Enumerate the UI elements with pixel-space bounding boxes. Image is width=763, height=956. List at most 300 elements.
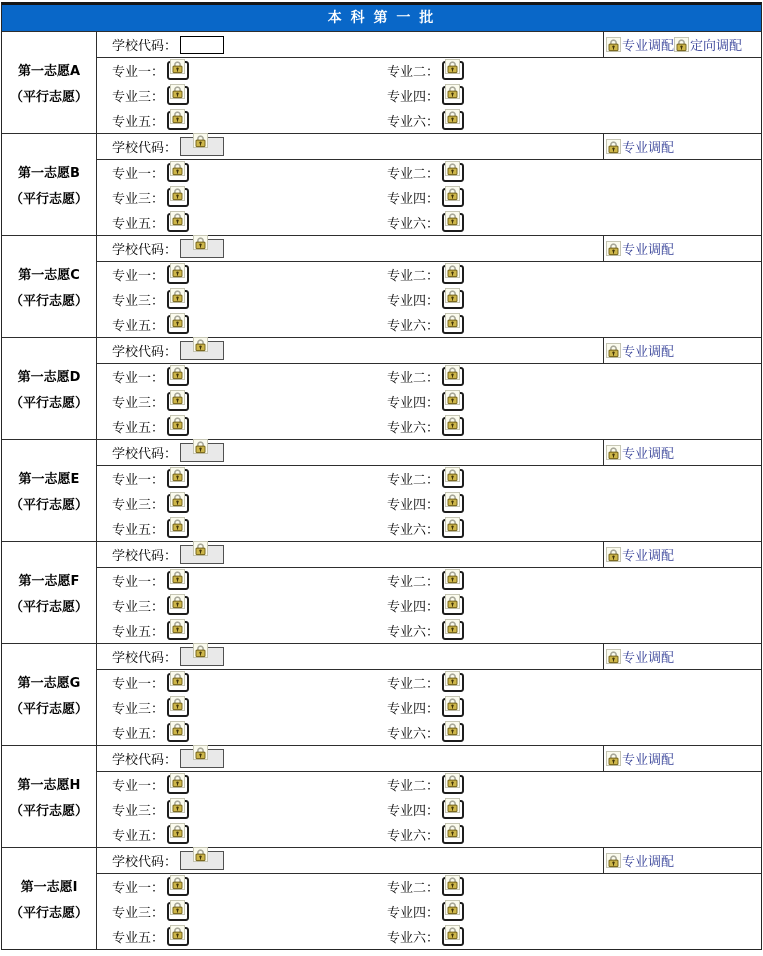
major-input-locked[interactable] xyxy=(442,315,464,334)
major-input-locked[interactable] xyxy=(167,775,189,794)
major-input-locked[interactable] xyxy=(167,673,189,692)
majors-grid xyxy=(97,874,761,949)
lock-icon xyxy=(170,288,185,303)
major-input-locked[interactable] xyxy=(167,571,189,590)
major-label: 专业三： xyxy=(112,906,165,921)
school-code-row xyxy=(97,338,761,364)
choice-block-label xyxy=(2,542,97,643)
major-input-locked[interactable] xyxy=(167,417,189,436)
school-code-field-locked[interactable] xyxy=(180,545,224,564)
major-field xyxy=(112,569,387,593)
school-code-field-locked[interactable] xyxy=(180,443,224,462)
major-label: 专业三： xyxy=(112,396,165,411)
choice-subtitle: （平行志愿） xyxy=(9,906,88,921)
major-label: 专业五： xyxy=(112,726,165,742)
school-code-label: 学校代码： xyxy=(112,447,178,462)
major-label: 专业二： xyxy=(387,167,440,183)
lock-icon xyxy=(445,467,460,482)
choice-subtitle: （平行志愿） xyxy=(9,600,88,615)
major-adjust-option[interactable] xyxy=(606,647,674,666)
lock-icon xyxy=(445,900,460,915)
choice-block-label xyxy=(2,134,97,235)
choice-subtitle: （平行志愿） xyxy=(9,396,88,411)
major-input-locked[interactable] xyxy=(167,188,189,207)
major-label: 专业六： xyxy=(387,420,440,436)
choice-title: 第一志愿B xyxy=(18,166,80,181)
lock-icon xyxy=(606,547,621,562)
major-input-locked[interactable] xyxy=(167,392,189,411)
choice-block-body xyxy=(97,440,761,541)
school-code-field-locked[interactable] xyxy=(180,851,224,870)
major-label: 专业六： xyxy=(387,930,440,946)
major-field xyxy=(387,618,761,642)
major-label: 专业一： xyxy=(112,65,165,81)
lock-icon xyxy=(445,59,460,74)
choice-title: 第一志愿H xyxy=(17,778,81,793)
major-field xyxy=(112,594,387,618)
lock-icon xyxy=(193,847,208,862)
major-input-locked[interactable] xyxy=(167,494,189,513)
major-field xyxy=(112,822,387,846)
choice-subtitle: （平行志愿） xyxy=(9,192,88,207)
major-field xyxy=(112,516,387,540)
major-field xyxy=(387,773,761,797)
lock-icon xyxy=(445,288,460,303)
major-label: 专业三： xyxy=(112,498,165,513)
major-adjust-option[interactable] xyxy=(606,239,674,258)
majors-grid xyxy=(97,772,761,847)
major-input-locked[interactable] xyxy=(167,621,189,640)
major-field xyxy=(387,516,761,540)
major-input-locked[interactable] xyxy=(167,367,189,386)
major-adjust-label: 专业调配 xyxy=(622,345,675,360)
school-code-row xyxy=(97,644,761,670)
major-input-locked[interactable] xyxy=(442,621,464,640)
major-input-locked[interactable] xyxy=(167,213,189,232)
choice-block-H xyxy=(2,745,761,847)
lock-icon xyxy=(445,798,460,813)
lock-icon xyxy=(170,84,185,99)
major-input-locked[interactable] xyxy=(442,417,464,436)
lock-icon xyxy=(445,415,460,430)
lock-icon xyxy=(170,925,185,940)
major-field xyxy=(387,798,761,822)
major-input-locked[interactable] xyxy=(167,86,189,105)
major-adjust-option[interactable] xyxy=(606,443,674,462)
lock-icon xyxy=(170,875,185,890)
lock-icon xyxy=(170,467,185,482)
major-label: 专业三： xyxy=(112,90,165,105)
major-input-locked[interactable] xyxy=(442,902,464,921)
major-field xyxy=(112,467,387,491)
lock-icon xyxy=(445,109,460,124)
school-code-row xyxy=(97,32,761,58)
major-field xyxy=(112,773,387,797)
major-label: 专业五： xyxy=(112,624,165,640)
choice-title: 第一志愿I xyxy=(20,880,78,895)
major-input-locked[interactable] xyxy=(442,698,464,717)
school-code-field-locked[interactable] xyxy=(180,749,224,768)
major-label: 专业五： xyxy=(112,318,165,334)
major-field xyxy=(387,594,761,618)
major-adjust-label: 专业调配 xyxy=(622,549,675,564)
majors-grid xyxy=(97,58,761,133)
major-label: 专业四： xyxy=(387,498,440,513)
school-code-row xyxy=(97,542,761,568)
lock-icon xyxy=(606,445,621,460)
choice-subtitle: （平行志愿） xyxy=(9,90,88,105)
lock-icon xyxy=(170,671,185,686)
choice-block-label xyxy=(2,440,97,541)
choice-block-body xyxy=(97,32,761,133)
major-label: 专业四： xyxy=(387,294,440,309)
lock-icon xyxy=(193,541,208,556)
major-field xyxy=(387,390,761,414)
lock-icon xyxy=(193,439,208,454)
adjust-cell xyxy=(603,32,761,57)
major-field xyxy=(112,924,387,948)
choice-title: 第一志愿G xyxy=(17,676,81,691)
choice-title: 第一志愿D xyxy=(17,370,81,385)
lock-icon xyxy=(193,643,208,658)
lock-icon xyxy=(445,569,460,584)
major-input-locked[interactable] xyxy=(167,723,189,742)
major-input-locked[interactable] xyxy=(442,673,464,692)
major-input-locked[interactable] xyxy=(442,163,464,182)
majors-grid xyxy=(97,670,761,745)
lock-icon xyxy=(606,751,621,766)
major-label: 专业五： xyxy=(112,828,165,844)
major-input-locked[interactable] xyxy=(167,265,189,284)
lock-icon xyxy=(445,823,460,838)
major-input-locked[interactable] xyxy=(167,800,189,819)
major-label: 专业五： xyxy=(112,522,165,538)
major-input-locked[interactable] xyxy=(442,392,464,411)
choice-title: 第一志愿E xyxy=(18,472,80,487)
major-label: 专业一： xyxy=(112,779,165,795)
major-input-locked[interactable] xyxy=(167,61,189,80)
major-field xyxy=(112,186,387,210)
major-adjust-label: 专业调配 xyxy=(622,855,675,870)
major-field xyxy=(387,108,761,132)
school-code-cell xyxy=(97,644,603,669)
major-input-locked[interactable] xyxy=(167,902,189,921)
choice-block-body xyxy=(97,236,761,337)
lock-icon xyxy=(445,492,460,507)
lock-icon xyxy=(193,133,208,148)
lock-icon xyxy=(445,594,460,609)
major-adjust-option[interactable] xyxy=(606,341,674,360)
major-label: 专业四： xyxy=(387,906,440,921)
major-label: 专业三： xyxy=(112,192,165,207)
choice-block-body xyxy=(97,542,761,643)
lock-icon xyxy=(170,823,185,838)
major-label: 专业一： xyxy=(112,269,165,285)
major-input-locked[interactable] xyxy=(442,111,464,130)
major-field xyxy=(387,467,761,491)
lock-icon xyxy=(606,853,621,868)
lock-icon xyxy=(445,773,460,788)
adjust-cell xyxy=(603,848,761,873)
lock-icon xyxy=(170,594,185,609)
major-label: 专业二： xyxy=(387,881,440,897)
major-input-locked[interactable] xyxy=(442,494,464,513)
major-field xyxy=(387,569,761,593)
lock-icon xyxy=(445,875,460,890)
major-input-locked[interactable] xyxy=(442,800,464,819)
lock-icon xyxy=(170,390,185,405)
major-input-locked[interactable] xyxy=(442,213,464,232)
major-input-locked[interactable] xyxy=(442,775,464,794)
major-adjust-option[interactable] xyxy=(606,851,674,870)
lock-icon xyxy=(193,337,208,352)
major-label: 专业三： xyxy=(112,600,165,615)
school-code-row xyxy=(97,746,761,772)
choice-block-label xyxy=(2,32,97,133)
major-field xyxy=(387,263,761,287)
major-input-locked[interactable] xyxy=(442,86,464,105)
school-code-cell xyxy=(97,848,603,873)
major-adjust-label: 专业调配 xyxy=(622,141,675,156)
adjust-cell xyxy=(603,542,761,567)
major-input-locked[interactable] xyxy=(167,111,189,130)
lock-icon xyxy=(445,186,460,201)
adjust-cell xyxy=(603,644,761,669)
major-label: 专业一： xyxy=(112,167,165,183)
major-input-locked[interactable] xyxy=(167,596,189,615)
school-code-field-locked[interactable] xyxy=(180,137,224,156)
lock-icon xyxy=(445,671,460,686)
lock-icon xyxy=(170,211,185,226)
school-code-cell xyxy=(97,542,603,567)
adjust-cell xyxy=(603,440,761,465)
major-label: 专业二： xyxy=(387,65,440,81)
lock-icon xyxy=(170,696,185,711)
major-field xyxy=(112,84,387,108)
lock-icon xyxy=(170,161,185,176)
major-label: 专业六： xyxy=(387,216,440,232)
major-input-locked[interactable] xyxy=(442,571,464,590)
major-field xyxy=(387,696,761,720)
major-adjust-option[interactable] xyxy=(606,749,674,768)
adjust-cell xyxy=(603,236,761,261)
major-adjust-option[interactable] xyxy=(606,545,674,564)
major-input-locked[interactable] xyxy=(442,188,464,207)
majors-grid xyxy=(97,262,761,337)
major-adjust-label: 专业调配 xyxy=(622,39,675,54)
lock-icon xyxy=(674,37,689,52)
choice-title: 第一志愿F xyxy=(18,574,80,589)
choice-block-D xyxy=(2,337,761,439)
major-label: 专业五： xyxy=(112,114,165,130)
lock-icon xyxy=(445,263,460,278)
choice-block-A xyxy=(2,31,761,133)
major-input-locked[interactable] xyxy=(442,519,464,538)
major-field xyxy=(112,696,387,720)
lock-icon xyxy=(170,186,185,201)
lock-icon xyxy=(445,161,460,176)
lock-icon xyxy=(445,696,460,711)
major-input-locked[interactable] xyxy=(442,723,464,742)
school-code-label: 学校代码： xyxy=(112,243,178,258)
choice-block-body xyxy=(97,644,761,745)
major-input-locked[interactable] xyxy=(442,469,464,488)
lock-icon xyxy=(445,313,460,328)
major-label: 专业六： xyxy=(387,624,440,640)
lock-icon xyxy=(170,900,185,915)
major-label: 专业四： xyxy=(387,90,440,105)
major-adjust-option[interactable] xyxy=(606,35,674,54)
major-field xyxy=(112,365,387,389)
major-input-locked[interactable] xyxy=(167,698,189,717)
major-label: 专业六： xyxy=(387,114,440,130)
school-code-cell xyxy=(97,440,603,465)
major-input-locked[interactable] xyxy=(167,927,189,946)
major-field xyxy=(112,288,387,312)
major-input-locked[interactable] xyxy=(167,825,189,844)
school-code-label: 学校代码： xyxy=(112,549,178,564)
major-field xyxy=(387,671,761,695)
major-label: 专业六： xyxy=(387,318,440,334)
major-field xyxy=(387,186,761,210)
major-field xyxy=(112,390,387,414)
school-code-label: 学校代码： xyxy=(112,855,178,870)
school-code-cell xyxy=(97,338,603,363)
major-adjust-label: 专业调配 xyxy=(622,243,675,258)
majors-grid xyxy=(97,364,761,439)
directed-adjust-option[interactable] xyxy=(674,35,742,54)
lock-icon xyxy=(170,517,185,532)
major-input-locked[interactable] xyxy=(442,290,464,309)
choice-block-F xyxy=(2,541,761,643)
major-label: 专业二： xyxy=(387,269,440,285)
majors-grid xyxy=(97,568,761,643)
major-label: 专业四： xyxy=(387,192,440,207)
major-label: 专业五： xyxy=(112,930,165,946)
major-field xyxy=(387,492,761,516)
choice-subtitle: （平行志愿） xyxy=(9,294,88,309)
major-field xyxy=(112,492,387,516)
major-input-locked[interactable] xyxy=(442,367,464,386)
major-label: 专业二： xyxy=(387,473,440,489)
major-field xyxy=(387,84,761,108)
major-input-locked[interactable] xyxy=(167,315,189,334)
major-input-locked[interactable] xyxy=(167,290,189,309)
school-code-cell xyxy=(97,746,603,771)
school-code-input[interactable] xyxy=(180,36,224,54)
school-code-cell xyxy=(97,236,603,261)
major-label: 专业二： xyxy=(387,677,440,693)
major-input-locked[interactable] xyxy=(442,825,464,844)
adjust-cell xyxy=(603,746,761,771)
major-input-locked[interactable] xyxy=(442,61,464,80)
major-field xyxy=(112,720,387,744)
major-input-locked[interactable] xyxy=(167,163,189,182)
choice-block-label xyxy=(2,644,97,745)
major-input-locked[interactable] xyxy=(167,469,189,488)
major-adjust-label: 专业调配 xyxy=(622,447,675,462)
major-label: 专业一： xyxy=(112,473,165,489)
major-input-locked[interactable] xyxy=(167,877,189,896)
major-label: 专业五： xyxy=(112,216,165,232)
major-field xyxy=(387,365,761,389)
choice-block-E xyxy=(2,439,761,541)
major-field xyxy=(112,414,387,438)
choice-subtitle: （平行志愿） xyxy=(9,498,88,513)
major-input-locked[interactable] xyxy=(167,519,189,538)
major-field xyxy=(387,900,761,924)
school-code-field-locked[interactable] xyxy=(180,341,224,360)
major-field xyxy=(387,59,761,83)
major-input-locked[interactable] xyxy=(442,877,464,896)
major-label: 专业二： xyxy=(387,371,440,387)
lock-icon xyxy=(445,619,460,634)
major-field xyxy=(387,720,761,744)
lock-icon xyxy=(445,84,460,99)
major-field xyxy=(387,875,761,899)
school-code-label: 学校代码： xyxy=(112,141,178,156)
major-field xyxy=(112,900,387,924)
major-field xyxy=(387,822,761,846)
school-code-field-locked[interactable] xyxy=(180,239,224,258)
choice-block-C xyxy=(2,235,761,337)
major-field xyxy=(112,798,387,822)
lock-icon xyxy=(606,343,621,358)
major-label: 专业四： xyxy=(387,702,440,717)
choice-title: 第一志愿A xyxy=(17,64,81,79)
application-table xyxy=(1,2,762,950)
lock-icon xyxy=(170,263,185,278)
lock-icon xyxy=(170,415,185,430)
majors-grid xyxy=(97,466,761,541)
major-label: 专业六： xyxy=(387,828,440,844)
major-adjust-label: 专业调配 xyxy=(622,753,675,768)
batch-header xyxy=(2,5,761,31)
major-label: 专业二： xyxy=(387,575,440,591)
school-code-cell xyxy=(97,134,603,159)
major-label: 专业三： xyxy=(112,804,165,819)
major-label: 专业二： xyxy=(387,779,440,795)
lock-icon xyxy=(445,211,460,226)
choice-block-label xyxy=(2,746,97,847)
major-label: 专业六： xyxy=(387,726,440,742)
major-field xyxy=(112,263,387,287)
lock-icon xyxy=(445,925,460,940)
choice-subtitle: （平行志愿） xyxy=(9,702,88,717)
choice-block-label xyxy=(2,338,97,439)
choice-title: 第一志愿C xyxy=(18,268,80,283)
major-field xyxy=(112,108,387,132)
school-code-row xyxy=(97,236,761,262)
major-input-locked[interactable] xyxy=(442,927,464,946)
major-field xyxy=(387,414,761,438)
major-label: 专业四： xyxy=(387,804,440,819)
school-code-field-locked[interactable] xyxy=(180,647,224,666)
lock-icon xyxy=(193,745,208,760)
choice-block-B xyxy=(2,133,761,235)
major-input-locked[interactable] xyxy=(442,265,464,284)
major-adjust-option[interactable] xyxy=(606,137,674,156)
school-code-label: 学校代码： xyxy=(112,39,178,54)
lock-icon xyxy=(445,390,460,405)
major-label: 专业六： xyxy=(387,522,440,538)
lock-icon xyxy=(606,241,621,256)
lock-icon xyxy=(170,313,185,328)
choice-block-body xyxy=(97,134,761,235)
school-code-cell xyxy=(97,32,603,57)
major-input-locked[interactable] xyxy=(442,596,464,615)
lock-icon xyxy=(170,365,185,380)
